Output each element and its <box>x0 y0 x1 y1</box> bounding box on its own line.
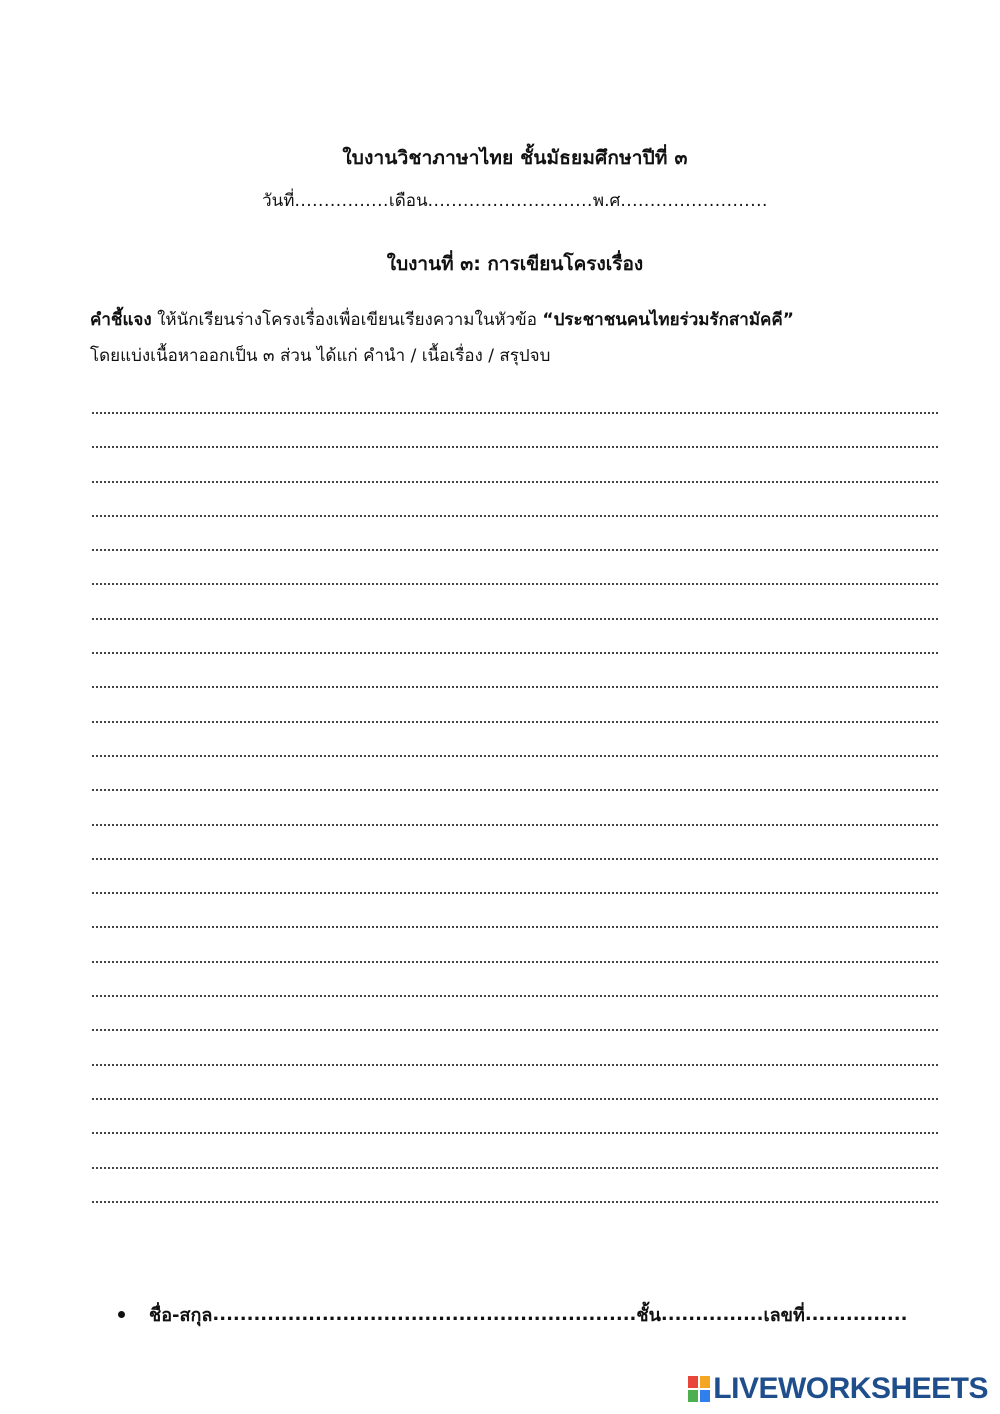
instruction-text: ให้นักเรียนร่างโครงเรื่องเพื่อเขียนเรียงความในหัวข้อ <box>151 310 543 330</box>
class-field[interactable]: ............... <box>660 1304 764 1325</box>
writing-line[interactable] <box>92 757 938 791</box>
writing-area[interactable] <box>92 412 938 1203</box>
writing-line[interactable] <box>92 860 938 894</box>
writing-line[interactable] <box>92 1066 938 1100</box>
writing-line[interactable] <box>92 551 938 585</box>
writing-line[interactable] <box>92 997 938 1031</box>
writing-line[interactable] <box>92 654 938 688</box>
writing-line[interactable] <box>92 1169 938 1203</box>
page-title: ใบงานวิชาภาษาไทย ชั้นมัธยมศึกษาปีที่ ๓ <box>342 147 688 169</box>
writing-line[interactable] <box>92 688 938 722</box>
date-month-label: เดือน <box>388 191 428 211</box>
writing-line[interactable] <box>92 826 938 860</box>
student-info-row <box>118 1300 907 1329</box>
writing-line[interactable] <box>92 1031 938 1065</box>
logo-square <box>688 1390 698 1402</box>
bullet-icon <box>118 1311 125 1318</box>
logo-square <box>688 1376 698 1388</box>
date-month-field[interactable]: ............................ <box>427 191 593 211</box>
writing-line[interactable] <box>92 483 938 517</box>
date-day-label: วันที่ <box>262 191 295 211</box>
writing-line[interactable] <box>92 414 938 448</box>
date-row <box>0 187 1000 214</box>
class-label: ชั้น <box>636 1305 661 1326</box>
writing-line[interactable] <box>92 1134 938 1168</box>
writing-line[interactable] <box>92 963 938 997</box>
writing-line[interactable] <box>92 894 938 928</box>
logo-text: LIVEWORKSHEETS <box>713 1372 988 1405</box>
liveworksheets-logo <box>688 1372 988 1406</box>
number-field[interactable]: ............... <box>804 1304 908 1325</box>
writing-line[interactable] <box>92 928 938 962</box>
date-day-field[interactable]: ................ <box>294 191 389 211</box>
writing-line[interactable] <box>92 620 938 654</box>
instruction-label: คำชี้แจง <box>90 310 152 330</box>
logo-square <box>700 1390 710 1402</box>
instruction-line-1 <box>90 306 950 333</box>
instruction-line-2: โดยแบ่งเนื้อหาออกเป็น ๓ ส่วน ได้แก่ คำนำ / เนื้อเรื่อง / สรุปจบ <box>90 346 551 366</box>
date-year-label: พ.ศ <box>592 191 621 211</box>
date-year-field[interactable]: ......................... <box>620 191 768 211</box>
writing-line[interactable] <box>92 517 938 551</box>
logo-mark-icon <box>688 1376 710 1402</box>
writing-line[interactable] <box>92 448 938 482</box>
worksheet-subtitle: ใบงานที่ ๓: การเขียนโครงเรื่อง <box>386 253 644 275</box>
name-field[interactable]: .............................................................. <box>212 1304 637 1325</box>
writing-line[interactable] <box>92 723 938 757</box>
number-label: เลขที่ <box>763 1305 805 1326</box>
writing-line[interactable] <box>92 585 938 619</box>
writing-line[interactable] <box>92 791 938 825</box>
name-label: ชื่อ-สกุล <box>149 1305 213 1326</box>
writing-line[interactable] <box>92 1100 938 1134</box>
logo-square <box>700 1376 710 1388</box>
essay-topic: “ประชาชนคนไทยร่วมรักสามัคคี” <box>542 310 794 330</box>
